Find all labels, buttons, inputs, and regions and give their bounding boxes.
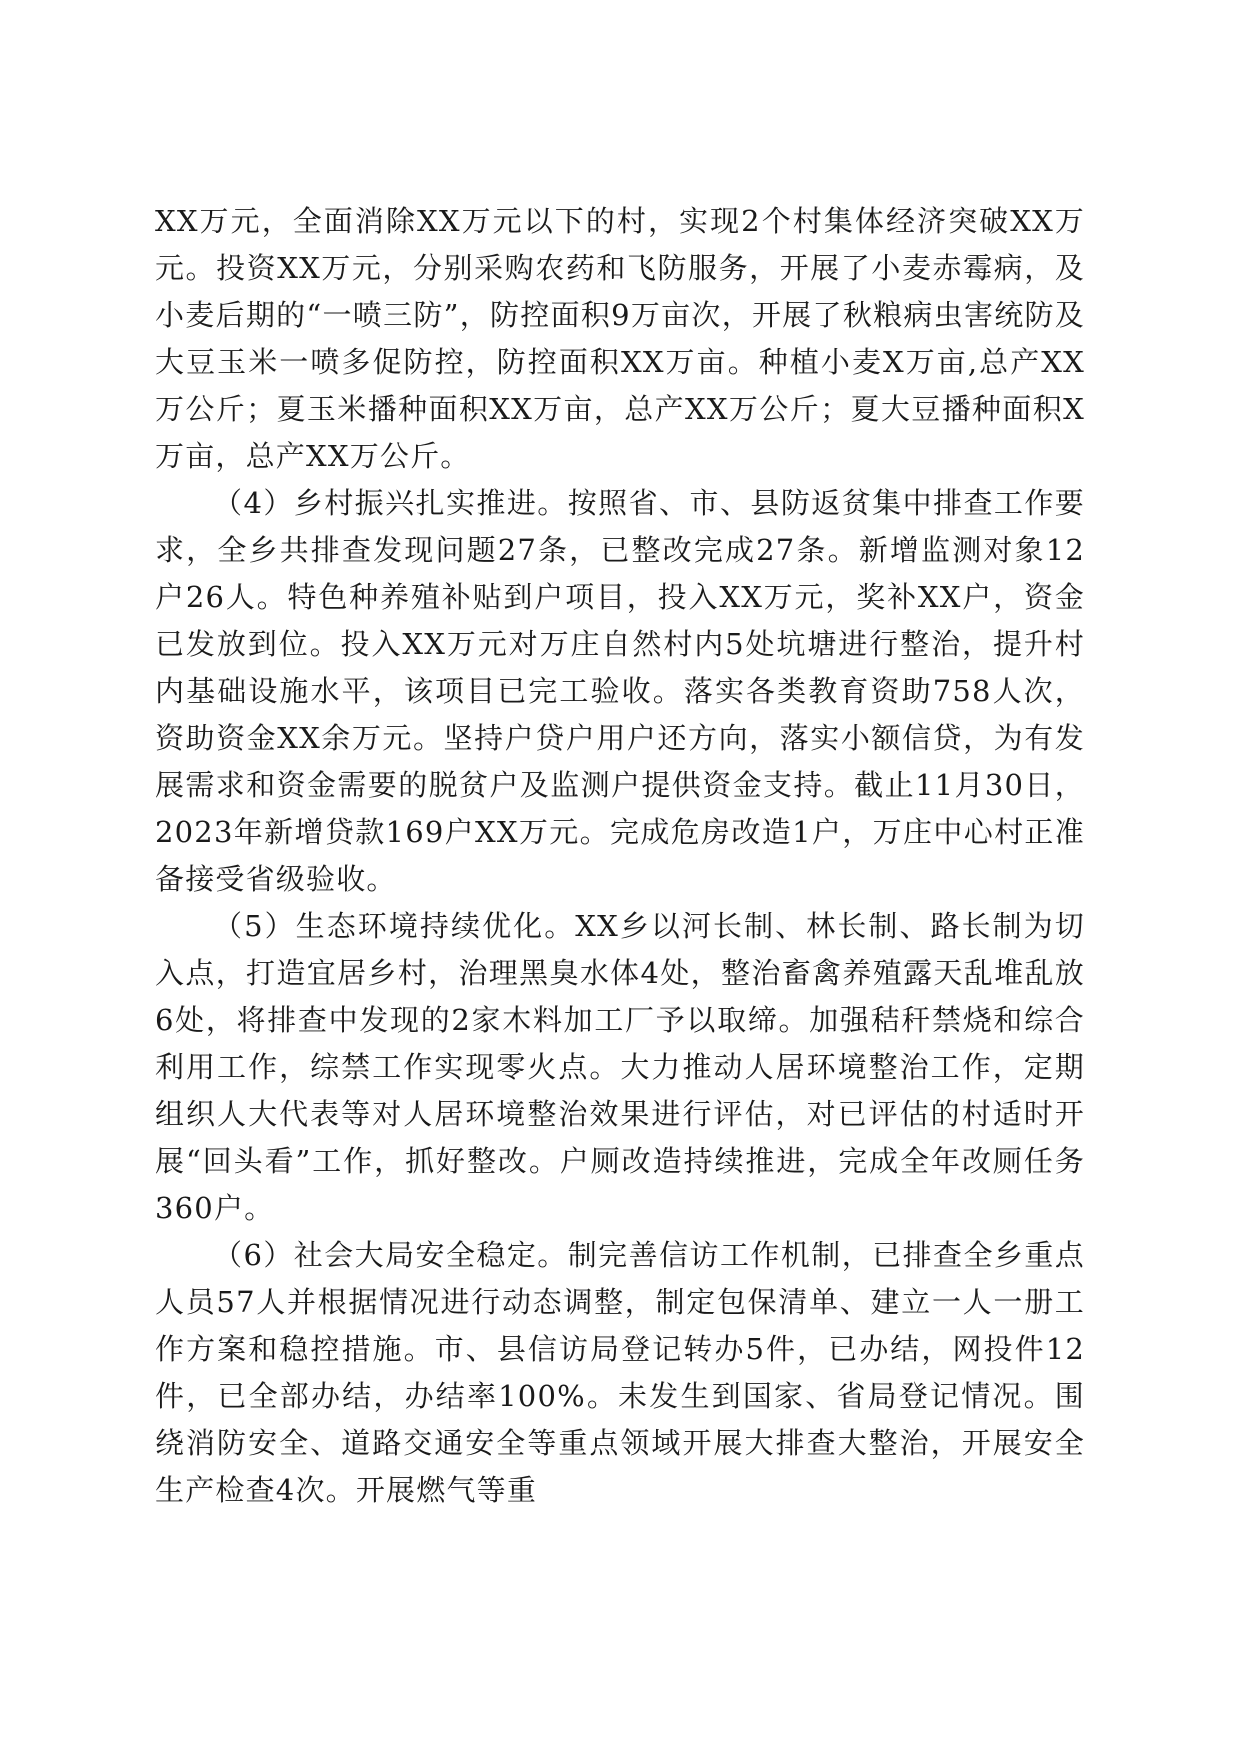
document-body bbox=[155, 198, 1085, 1514]
paragraph-social-stability: （6）社会大局安全稳定。制完善信访工作机制，已排查全乡重点人员57人并根据情况进行动态调整，制定包保清单、建立一人一册工作方案和稳控措施。市、县信访局登记转办5件，已办结，网投件12件，已全部办结，办结率100%。未发生到国家、省局登记情况。围绕消防安全、道路交通安全等重点领域开展大排查大整治，开展安全生产检查4次。开展燃气等重 bbox=[155, 1238, 1085, 1507]
paragraph-ecological-environment: （5）生态环境持续优化。XX乡以河长制、林长制、路长制为切入点，打造宜居乡村，治理黑臭水体4处，整治畜禽养殖露天乱堆乱放6处，将排查中发现的2家木料加工厂予以取缔。加强秸秆禁烧和综合利用工作，综禁工作实现零火点。大力推动人居环境整治工作，定期组织人大代表等对人居环境整治效果进行评估，对已评估的村适时开展“回头看”工作，抓好整改。户厕改造持续推进，完成全年改厕任务360户。 bbox=[155, 909, 1085, 1225]
paragraph-rural-revitalization: （4）乡村振兴扎实推进。按照省、市、县防返贫集中排查工作要求，全乡共排查发现问题27条，已整改完成27条。新增监测对象12户26人。特色种养殖补贴到户项目，投入XX万元，奖补XX户，资金已发放到位。投入XX万元对万庄自然村内5处坑塘进行整治，提升村内基础设施水平，该项目已完工验收。落实各类教育资助758人次，资助资金XX余万元。坚持户贷户用户还方向，落实小额信贷，为有发展需求和资金需要的脱贫户及监测户提供资金支持。截止11月30日，2023年新增贷款169户XX万元。完成危房改造1户，万庄中心村正准备接受省级验收。 bbox=[155, 486, 1085, 896]
paragraph-output-summary: XX万元，全面消除XX万元以下的村，实现2个村集体经济突破XX万元。投资XX万元，分别采购农药和飞防服务，开展了小麦赤霉病，及小麦后期的“一喷三防”，防控面积9万亩次，开展了秋粮病虫害统防及大豆玉米一喷多促防控，防控面积XX万亩。种植小麦X万亩,总产XX万公斤；夏玉米播种面积XX万亩，总产XX万公斤；夏大豆播种面积X万亩，总产XX万公斤。 bbox=[155, 204, 1085, 473]
